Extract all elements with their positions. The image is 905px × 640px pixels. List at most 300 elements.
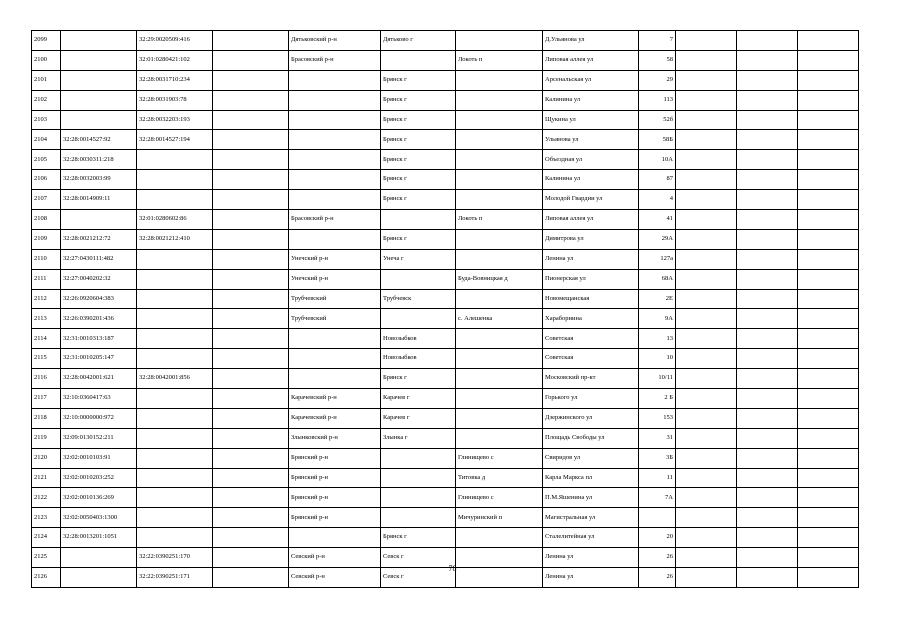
table-cell-c10 (676, 468, 737, 488)
table-cell-c11 (737, 50, 798, 70)
table-cell-house: 13 (639, 329, 676, 349)
table-cell-city: Брянск г (381, 150, 456, 170)
table-cell-c12 (798, 249, 859, 269)
table-cell-cadastral-number-2: 32:01:0280421:102 (137, 50, 213, 70)
table-cell-settlement (456, 528, 543, 548)
table-cell-settlement (456, 408, 543, 428)
table-cell-street: Объездная ул (543, 150, 639, 170)
table-cell-cadastral-number-2: 32:28:0042001:856 (137, 369, 213, 389)
table-cell-cadastral-number-2: 32:28:0021212:410 (137, 229, 213, 249)
table-cell-street: Арсенальская ул (543, 70, 639, 90)
table-cell-cadastral-number-1: 32:28:0032003:99 (61, 170, 137, 190)
table-row (32, 488, 859, 508)
table-cell-no: 2110 (32, 249, 61, 269)
table-cell-settlement (456, 369, 543, 389)
table-cell-no: 2118 (32, 408, 61, 428)
table-cell-settlement: Мичуринский п (456, 508, 543, 528)
table-row (32, 528, 859, 548)
table-cell-cadastral-number-1: 32:31:0010205:147 (61, 349, 137, 369)
table-cell-cadastral-number-2 (137, 508, 213, 528)
table-cell-street: Д.Ульянова ул (543, 31, 639, 51)
table-cell-city: Брянск г (381, 130, 456, 150)
table-cell-street: Площадь Свободы ул (543, 428, 639, 448)
table-cell-c12 (798, 508, 859, 528)
page-number: 78 (448, 564, 457, 573)
table-cell-no: 2104 (32, 130, 61, 150)
table-cell-no: 2102 (32, 90, 61, 110)
table-cell-c10 (676, 130, 737, 150)
table-cell-settlement (456, 190, 543, 210)
table-cell-cadastral-number-1: 32:28:0014909:11 (61, 190, 137, 210)
table-cell-house: 11 (639, 468, 676, 488)
table-cell-cadastral-number-2 (137, 468, 213, 488)
table-cell-cadastral-number-1: 32:27:0040202:32 (61, 269, 137, 289)
table-cell-city: Брянск г (381, 170, 456, 190)
table-cell-district: Севский р-н (289, 548, 381, 568)
table-cell-no: 2108 (32, 210, 61, 230)
table-cell-cadastral-number-1: 32:02:0010136:269 (61, 488, 137, 508)
table-cell-city: Новозыбков (381, 329, 456, 349)
table-cell-house: 58Б (639, 130, 676, 150)
table-cell-c11 (737, 369, 798, 389)
table-cell-settlement (456, 428, 543, 448)
table-cell-cadastral-number-1: 32:10:0360417:63 (61, 389, 137, 409)
table-cell-cadastral-number-1: 32:26:0920604:383 (61, 289, 137, 309)
table-cell-cadastral-number-2 (137, 329, 213, 349)
table-cell-c12 (798, 210, 859, 230)
table-cell-extra (213, 249, 289, 269)
table-cell-house: 52б (639, 110, 676, 130)
table-cell-street: Новомещанская (543, 289, 639, 309)
table-cell-c12 (798, 130, 859, 150)
table-cell-c10 (676, 369, 737, 389)
table-cell-extra (213, 309, 289, 329)
table-cell-street: Горького ул (543, 389, 639, 409)
table-cell-district: Злынковский р-н (289, 428, 381, 448)
table-cell-extra (213, 389, 289, 409)
table-cell-district: Унечский р-н (289, 269, 381, 289)
table-cell-extra (213, 70, 289, 90)
table-cell-house: 26 (639, 568, 676, 588)
table-cell-cadastral-number-1: 32:28:0042001:621 (61, 369, 137, 389)
table-cell-extra (213, 428, 289, 448)
table-cell-cadastral-number-1 (61, 210, 137, 230)
table-row (32, 150, 859, 170)
table-cell-district (289, 150, 381, 170)
table-cell-settlement (456, 150, 543, 170)
table-cell-cadastral-number-2: 32:22:0390251:171 (137, 568, 213, 588)
table-cell-city (381, 488, 456, 508)
table-cell-cadastral-number-1: 32:02:0010203:252 (61, 468, 137, 488)
table-cell-city: Новозыбков (381, 349, 456, 369)
table-cell-house: 2 Б (639, 389, 676, 409)
table-row (32, 50, 859, 70)
table-cell-city: Брянск г (381, 90, 456, 110)
table-cell-c11 (737, 488, 798, 508)
table-cell-no: 2124 (32, 528, 61, 548)
table-row (32, 70, 859, 90)
table-cell-settlement: Глинищево с (456, 488, 543, 508)
table-cell-cadastral-number-2: 32:29:0020509:416 (137, 31, 213, 51)
table-cell-c10 (676, 349, 737, 369)
table-cell-settlement (456, 130, 543, 150)
table-cell-extra (213, 289, 289, 309)
table-cell-settlement (456, 31, 543, 51)
table-row (32, 329, 859, 349)
table-cell-settlement: Локоть п (456, 210, 543, 230)
table-cell-street: Липовая аллея ул (543, 210, 639, 230)
table-cell-c11 (737, 508, 798, 528)
table-cell-c12 (798, 369, 859, 389)
table-cell-house: 10 (639, 349, 676, 369)
table-cell-extra (213, 210, 289, 230)
table-cell-no: 2125 (32, 548, 61, 568)
table-cell-c12 (798, 448, 859, 468)
table-cell-settlement: с. Алешенка (456, 309, 543, 329)
table-cell-street: Советская (543, 329, 639, 349)
table-cell-cadastral-number-1: 32:26:0390201:436 (61, 309, 137, 329)
table-cell-no: 2116 (32, 369, 61, 389)
table-row (32, 448, 859, 468)
table-row (32, 408, 859, 428)
table-cell-c11 (737, 110, 798, 130)
table-cell-house: 29А (639, 229, 676, 249)
table-cell-extra (213, 110, 289, 130)
table-cell-no: 2114 (32, 329, 61, 349)
table-cell-house: 87 (639, 170, 676, 190)
table-cell-district: Карачевский р-н (289, 408, 381, 428)
table-cell-settlement (456, 289, 543, 309)
table-cell-extra (213, 130, 289, 150)
table-cell-c11 (737, 31, 798, 51)
table-cell-house: 9А (639, 309, 676, 329)
table-cell-city (381, 448, 456, 468)
table-cell-district (289, 190, 381, 210)
table-cell-city: Севск г (381, 548, 456, 568)
table-cell-street: Сталелитейная ул (543, 528, 639, 548)
table-cell-street: Карла Маркса пл (543, 468, 639, 488)
table-cell-cadastral-number-2 (137, 389, 213, 409)
table-cell-cadastral-number-2: 32:28:0031903:78 (137, 90, 213, 110)
table-cell-district: Брасовский р-н (289, 210, 381, 230)
table-cell-district: Брянский р-н (289, 488, 381, 508)
table-cell-extra (213, 150, 289, 170)
table-cell-c11 (737, 528, 798, 548)
table-cell-city: Злынка г (381, 428, 456, 448)
table-cell-city: Карачев г (381, 389, 456, 409)
table-row (32, 31, 859, 51)
table-cell-c12 (798, 190, 859, 210)
table-cell-cadastral-number-1 (61, 90, 137, 110)
table-cell-c12 (798, 528, 859, 548)
table-cell-c10 (676, 289, 737, 309)
table-cell-cadastral-number-1 (61, 110, 137, 130)
table-cell-c11 (737, 408, 798, 428)
table-cell-c10 (676, 269, 737, 289)
table-cell-no: 2111 (32, 269, 61, 289)
table-cell-extra (213, 190, 289, 210)
table-cell-cadastral-number-1: 32:10:0000000:972 (61, 408, 137, 428)
table-cell-c10 (676, 508, 737, 528)
table-cell-c12 (798, 170, 859, 190)
table-row (32, 110, 859, 130)
table-cell-c11 (737, 329, 798, 349)
table-cell-district (289, 229, 381, 249)
table-cell-cadastral-number-1: 32:28:0030311:218 (61, 150, 137, 170)
table-cell-c11 (737, 428, 798, 448)
table-cell-c11 (737, 90, 798, 110)
table-cell-settlement (456, 329, 543, 349)
table-cell-settlement (456, 110, 543, 130)
table-cell-cadastral-number-1 (61, 50, 137, 70)
table-cell-extra (213, 408, 289, 428)
table-cell-no: 2122 (32, 488, 61, 508)
table-cell-cadastral-number-1: 32:02:0050403:1300 (61, 508, 137, 528)
table-cell-street: Харабориина (543, 309, 639, 329)
table-cell-district: Трубчевский (289, 309, 381, 329)
table-cell-cadastral-number-1 (61, 70, 137, 90)
table-cell-settlement: Буда-Вовницкая д (456, 269, 543, 289)
table-cell-city: Унеча г (381, 249, 456, 269)
table-cell-district: Брянский р-н (289, 448, 381, 468)
table-cell-no: 2106 (32, 170, 61, 190)
table-row (32, 289, 859, 309)
table-cell-no: 2123 (32, 508, 61, 528)
table-cell-extra (213, 528, 289, 548)
table-cell-c12 (798, 329, 859, 349)
table-cell-extra (213, 349, 289, 369)
table-cell-c10 (676, 488, 737, 508)
table-cell-house: 10/11 (639, 369, 676, 389)
table-cell-city: Карачев г (381, 408, 456, 428)
table-cell-cadastral-number-2: 32:28:0014527:194 (137, 130, 213, 150)
table-cell-cadastral-number-2 (137, 309, 213, 329)
table-cell-no: 2120 (32, 448, 61, 468)
table-cell-district (289, 110, 381, 130)
table-cell-extra (213, 468, 289, 488)
table-cell-cadastral-number-2 (137, 170, 213, 190)
table-cell-cadastral-number-1: 32:28:0014527:92 (61, 130, 137, 150)
table-cell-cadastral-number-1: 32:28:0021212:72 (61, 229, 137, 249)
table-cell-house: 20 (639, 528, 676, 548)
table-cell-cadastral-number-2 (137, 269, 213, 289)
table-cell-cadastral-number-2 (137, 528, 213, 548)
table-cell-extra (213, 90, 289, 110)
table-cell-extra (213, 31, 289, 51)
table-cell-c12 (798, 90, 859, 110)
table-cell-c10 (676, 249, 737, 269)
table-cell-c11 (737, 249, 798, 269)
table-cell-c11 (737, 309, 798, 329)
table-cell-district: Брасовский р-н (289, 50, 381, 70)
table-cell-district: Трубчевский (289, 289, 381, 309)
table-cell-district (289, 130, 381, 150)
table-cell-street: Щукина ул (543, 110, 639, 130)
table-cell-no: 2119 (32, 428, 61, 448)
table-cell-c12 (798, 408, 859, 428)
table-cell-house: 68А (639, 269, 676, 289)
table-cell-house: 7А (639, 488, 676, 508)
table-cell-house: 4 (639, 190, 676, 210)
table-cell-house: 58 (639, 50, 676, 70)
table-cell-street: П.М.Яшенина ул (543, 488, 639, 508)
table-cell-cadastral-number-1: 32:02:0010103:91 (61, 448, 137, 468)
table-row (32, 508, 859, 528)
table-cell-city (381, 309, 456, 329)
table-cell-extra (213, 508, 289, 528)
table-cell-c11 (737, 150, 798, 170)
table-cell-c12 (798, 31, 859, 51)
table-cell-cadastral-number-1: 32:28:0013201:1051 (61, 528, 137, 548)
table-cell-district (289, 170, 381, 190)
table-cell-c10 (676, 528, 737, 548)
table-cell-city (381, 468, 456, 488)
table-cell-district: Унечский р-н (289, 249, 381, 269)
table-cell-city: Трубчевск (381, 289, 456, 309)
table-cell-house: 127а (639, 249, 676, 269)
table-cell-c12 (798, 70, 859, 90)
table-cell-city: Дятьково г (381, 31, 456, 51)
table-cell-c11 (737, 269, 798, 289)
table-cell-extra (213, 269, 289, 289)
table-cell-city (381, 210, 456, 230)
table-cell-c10 (676, 210, 737, 230)
table-cell-c12 (798, 349, 859, 369)
table-cell-c10 (676, 110, 737, 130)
table-cell-settlement (456, 170, 543, 190)
table-cell-settlement (456, 389, 543, 409)
table-row (32, 269, 859, 289)
table-cell-no: 2105 (32, 150, 61, 170)
table-cell-street: Московский пр-кт (543, 369, 639, 389)
table-cell-cadastral-number-1: 32:31:0010313:187 (61, 329, 137, 349)
table-cell-district (289, 329, 381, 349)
table-cell-district (289, 349, 381, 369)
table-cell-cadastral-number-1: 32:09:0130152:211 (61, 428, 137, 448)
table-cell-settlement (456, 90, 543, 110)
table-cell-extra (213, 50, 289, 70)
table-cell-c11 (737, 389, 798, 409)
table-cell-street: Калинина ул (543, 170, 639, 190)
table-cell-district: Брянский р-н (289, 468, 381, 488)
table-body (32, 31, 859, 588)
table-cell-street: Калинина ул (543, 90, 639, 110)
table-cell-city (381, 50, 456, 70)
table-cell-c10 (676, 190, 737, 210)
table-row (32, 349, 859, 369)
table-cell-district (289, 90, 381, 110)
table-cell-cadastral-number-1: 32:27:0430111:482 (61, 249, 137, 269)
table-cell-c12 (798, 309, 859, 329)
table-cell-c10 (676, 170, 737, 190)
table-cell-cadastral-number-2: 32:28:0031710:234 (137, 70, 213, 90)
table-cell-street: Магистральная ул (543, 508, 639, 528)
table-cell-city: Брянск г (381, 369, 456, 389)
table-cell-settlement (456, 70, 543, 90)
table-cell-extra (213, 170, 289, 190)
table-cell-district: Дятьковский р-н (289, 31, 381, 51)
table-cell-settlement (456, 349, 543, 369)
table-cell-settlement: Локоть п (456, 50, 543, 70)
table-cell-c11 (737, 210, 798, 230)
table-cell-c12 (798, 289, 859, 309)
table-cell-house: 7 (639, 31, 676, 51)
table-cell-c10 (676, 90, 737, 110)
table-cell-street: Липовая аллея ул (543, 50, 639, 70)
table-cell-city (381, 269, 456, 289)
table-cell-settlement (456, 249, 543, 269)
table-cell-c11 (737, 130, 798, 150)
table-cell-c12 (798, 50, 859, 70)
table-cell-c10 (676, 428, 737, 448)
table-cell-street: Пионерская ул (543, 269, 639, 289)
table-cell-no: 2103 (32, 110, 61, 130)
table-cell-c11 (737, 468, 798, 488)
table-cell-cadastral-number-2 (137, 428, 213, 448)
table-cell-cadastral-number-2 (137, 408, 213, 428)
table-cell-c10 (676, 309, 737, 329)
table-cell-cadastral-number-2: 32:28:0032203:193 (137, 110, 213, 130)
table-row (32, 309, 859, 329)
table-cell-c12 (798, 389, 859, 409)
table-cell-c12 (798, 468, 859, 488)
table-cell-cadastral-number-2 (137, 289, 213, 309)
table-cell-district (289, 369, 381, 389)
table-cell-no: 2101 (32, 70, 61, 90)
table-cell-city: Брянск г (381, 229, 456, 249)
table-row (32, 210, 859, 230)
table-row (32, 229, 859, 249)
table-cell-c10 (676, 389, 737, 409)
table-cell-city: Брянск г (381, 190, 456, 210)
table-cell-cadastral-number-2: 32:22:0390251:170 (137, 548, 213, 568)
table-cell-cadastral-number-2 (137, 488, 213, 508)
table-cell-settlement: Глинищево с (456, 448, 543, 468)
table-row (32, 249, 859, 269)
table-cell-c11 (737, 170, 798, 190)
table-cell-no: 2113 (32, 309, 61, 329)
table-cell-no: 2100 (32, 50, 61, 70)
property-registry-table (31, 30, 859, 588)
table-cell-street: Димитрова ул (543, 229, 639, 249)
table-cell-c12 (798, 229, 859, 249)
table-cell-cadastral-number-1 (61, 31, 137, 51)
table-cell-city: Брянск г (381, 110, 456, 130)
table-cell-no: 2099 (32, 31, 61, 51)
table-cell-c11 (737, 229, 798, 249)
table-cell-city (381, 508, 456, 528)
table-cell-c10 (676, 408, 737, 428)
table-cell-street: Ленина ул (543, 568, 639, 588)
table-cell-c12 (798, 150, 859, 170)
table-row (32, 468, 859, 488)
table-cell-cadastral-number-2 (137, 249, 213, 269)
table-cell-street: Дзержинского ул (543, 408, 639, 428)
table-cell-house: 26 (639, 548, 676, 568)
table-cell-no: 2109 (32, 229, 61, 249)
table-cell-c10 (676, 50, 737, 70)
table-cell-extra (213, 369, 289, 389)
table-row (32, 190, 859, 210)
table-cell-c11 (737, 70, 798, 90)
table-cell-extra (213, 329, 289, 349)
table-cell-extra (213, 488, 289, 508)
table-cell-house: 153 (639, 408, 676, 428)
table-cell-district: Карачевский р-н (289, 389, 381, 409)
table-cell-c10 (676, 229, 737, 249)
table-cell-city: Севск г (381, 568, 456, 588)
table-cell-district: Севский р-н (289, 568, 381, 588)
